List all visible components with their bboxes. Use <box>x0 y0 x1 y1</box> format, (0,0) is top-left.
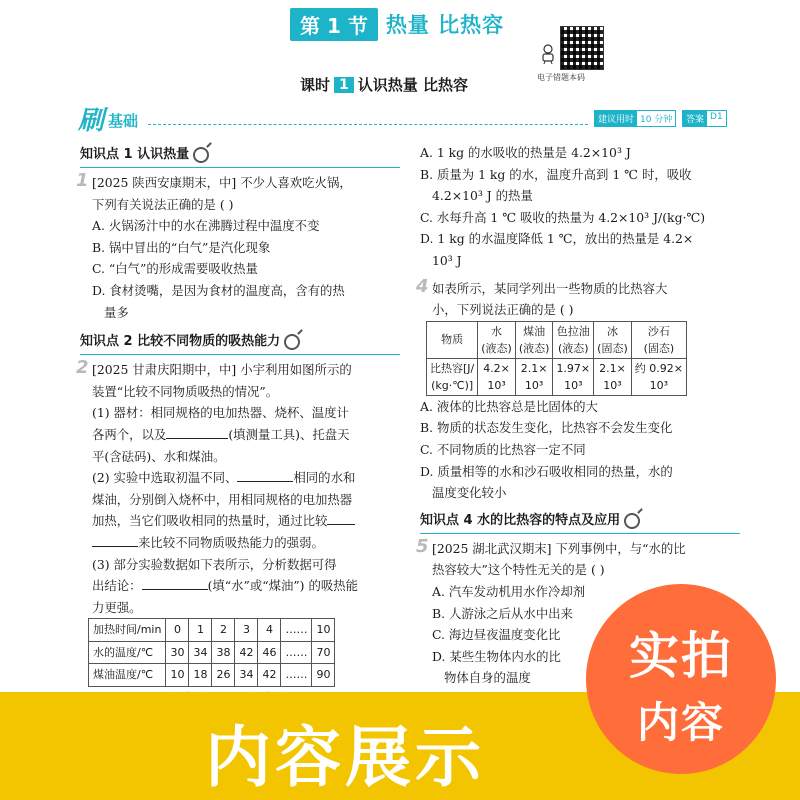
row-header: 煤油温度/℃ <box>89 664 166 687</box>
table-cell: 10 <box>166 664 189 687</box>
answer-blank[interactable] <box>142 575 208 590</box>
question-text: [2025 湖北武汉期末] 下列事例中，与“水的比 <box>432 540 686 556</box>
practice-level: 基础 <box>108 112 139 130</box>
table-header: 煤油 (液态) <box>515 321 553 358</box>
q3-option-d: D. 1 kg 的水温度降低 1 ℃，放出的热量是 4.2× <box>420 231 694 247</box>
knowledge-point-1 <box>80 144 400 168</box>
experiment-data-table <box>88 618 335 687</box>
section-badge: 第 1 节 <box>290 8 378 41</box>
section-title: 热量 比热容 <box>385 13 505 37</box>
target-icon <box>624 513 640 529</box>
part-1-text: 平(含砝码)、水和煤油。 <box>92 448 226 464</box>
table-header: 沙石 (固态) <box>631 321 686 358</box>
part-3-text: 力更强。 <box>92 599 142 615</box>
answer-tag <box>682 110 727 127</box>
table-cell: …… <box>281 619 312 642</box>
lesson-title <box>300 74 468 95</box>
part-2-text <box>92 510 400 532</box>
q4-option-b: B. 物质的状态发生变化，比热容不会发生变化 <box>420 420 673 436</box>
text-fragment: 来比较不同物质吸热能力的强弱。 <box>138 534 324 550</box>
q3-option-c: C. 水每升高 1 ℃ 吸收的热量为 4.2×10³ J/(kg·℃) <box>420 209 706 225</box>
q5-option-b: B. 人游泳之后从水中出来 <box>432 605 573 621</box>
lesson-number: 1 <box>334 77 354 93</box>
table-row <box>89 619 335 642</box>
table-header: 水 (液态) <box>478 321 516 358</box>
part-1-text: (1) 器材：相同规格的电加热器、烧杯、温度计 <box>92 405 349 421</box>
table-cell: 70 <box>312 641 335 664</box>
table-header: 冰 (固态) <box>594 321 632 358</box>
q5-option-a: A. 汽车发动机用水作冷却剂 <box>432 583 586 599</box>
answer-blank[interactable] <box>237 467 293 482</box>
lesson-name: 认识热量 比热容 <box>357 76 468 94</box>
table-cell: 46 <box>258 641 281 664</box>
table-cell: 约 0.92× 10³ <box>631 358 686 395</box>
table-header: 物质 <box>427 321 478 358</box>
table-header: 色拉油 (液态) <box>553 321 594 358</box>
part-3-text <box>92 575 400 597</box>
question-text: 热容较大”这个特性无关的是 ( ) <box>432 562 605 578</box>
question-text: [2025 甘肃庆阳期中，中] 小宇利用如图所示的 <box>92 362 352 378</box>
suggested-time-tag <box>594 110 676 127</box>
table-cell: 30 <box>166 641 189 664</box>
q3-option-d-cont: 10³ J <box>432 252 462 268</box>
part-1-text <box>92 424 400 446</box>
stamp-text-line1: 实拍 <box>629 627 733 685</box>
answer-blank[interactable] <box>166 424 228 439</box>
table-cell: 1 <box>189 619 212 642</box>
text-fragment: 出结论： <box>92 578 142 594</box>
divider <box>148 124 588 125</box>
row-header: 加热时间/min <box>89 619 166 642</box>
question-text: 小，下列说法正确的是 ( ) <box>432 302 574 318</box>
stamp-text-line2: 内容 <box>636 698 725 747</box>
promo-banner-text: 内容展示 <box>205 719 485 796</box>
target-icon <box>193 147 209 163</box>
row-header: 比热容[J/ (kg·℃)] <box>427 358 478 395</box>
text-fragment: (填“水”或“煤油”) 的吸热能 <box>207 578 359 594</box>
answer-value: D1 <box>710 112 723 122</box>
part-2-text: 煤油，分别倒入烧杯中，用相同规格的电加热器 <box>92 491 353 507</box>
text-fragment: 相同的水和 <box>293 470 356 486</box>
option-b: B. 锅中冒出的“白气”是汽化现象 <box>92 239 271 255</box>
kp1-title: 知识点 1 认识热量 <box>80 147 190 162</box>
q3-option-a: A. 1 kg 的水吸收的热量是 4.2×10³ J <box>420 145 631 160</box>
question-text: 下列有关说法正确的是 ( ) <box>92 196 234 212</box>
table-cell: 90 <box>312 664 335 687</box>
answer-blank[interactable] <box>327 510 355 525</box>
question-text: 装置“比较不同物质吸热的情况”。 <box>92 383 279 399</box>
answer-label: 答案 <box>683 111 707 126</box>
table-cell: 10 <box>312 619 335 642</box>
practice-bar <box>78 98 728 134</box>
q5-option-d: D. 某些生物体内水的比 <box>432 648 561 664</box>
text-fragment: 各两个，以及 <box>92 426 167 442</box>
qr-code[interactable] <box>560 26 604 70</box>
question-2 <box>76 357 400 618</box>
option-a: A. 火锅汤汁中的水在沸腾过程中温度不变 <box>92 218 320 234</box>
table-cell: 4 <box>258 619 281 642</box>
table-cell: 2.1× 10³ <box>594 358 632 395</box>
knowledge-point-2 <box>80 331 400 355</box>
option-d: D. 食材烫嘴，是因为食材的温度高，含有的热 <box>92 282 345 298</box>
table-cell: 34 <box>235 664 258 687</box>
answer-blank[interactable] <box>92 532 138 547</box>
table-cell: 18 <box>189 664 212 687</box>
table-cell: …… <box>281 641 312 664</box>
kp2-title: 知识点 2 比较不同物质的吸热能力 <box>80 334 281 350</box>
time-value: 10 分钟 <box>640 115 673 125</box>
table-cell: 34 <box>189 641 212 664</box>
table-cell: 42 <box>258 664 281 687</box>
table-cell: 2.1× 10³ <box>515 358 553 395</box>
q4-option-d-cont: 温度变化较小 <box>432 485 507 501</box>
text-fragment: (填测量工具)、托盘天 <box>228 426 350 442</box>
question-number: 5 <box>416 535 429 557</box>
section-banner <box>290 8 504 40</box>
table-cell: 2 <box>212 619 235 642</box>
option-d-cont: 量多 <box>104 304 129 320</box>
table-row <box>89 664 335 687</box>
q4-option-c: C. 不同物质的比热容一定不同 <box>420 441 586 457</box>
q3-option-b-cont: 4.2×10³ J 的热量 <box>432 188 533 204</box>
kp4-title: 知识点 4 水的比热容的特点及应用 <box>420 512 621 528</box>
question-text: [2025 陕西安康期末，中] 不少人喜欢吃火锅， <box>92 175 352 190</box>
option-c: C. “白气”的形成需要吸收热量 <box>92 261 258 277</box>
part-3-text: (3) 部分实验数据如下表所示，分析数据可得 <box>92 556 337 572</box>
q3-option-b: B. 质量为 1 kg 的水，温度升高到 1 ℃ 时，吸收 <box>420 166 692 182</box>
text-fragment: 加热，当它们吸收相同的热量时，通过比较 <box>92 513 328 529</box>
table-cell: 26 <box>212 664 235 687</box>
q4-option-d: D. 质量相等的水和沙石吸收相同的热量，水的 <box>420 463 673 479</box>
table-cell: 1.97× 10³ <box>553 358 594 395</box>
lesson-prefix: 课时 <box>300 76 331 94</box>
question-1 <box>76 170 400 323</box>
question-number: 4 <box>416 275 429 297</box>
time-label: 建议用时 <box>595 111 637 126</box>
question-number: 2 <box>76 357 89 379</box>
q4-option-a: A. 液体的比热容总是比固体的大 <box>420 398 598 414</box>
table-row <box>427 358 687 395</box>
robot-icon <box>540 44 556 64</box>
q5-option-d-cont: 物体自身的温度 <box>444 670 531 686</box>
question-text: 如表所示，某同学列出一些物质的比热容大 <box>432 280 668 296</box>
table-cell: 0 <box>166 619 189 642</box>
target-icon <box>284 334 300 350</box>
table-cell: 42 <box>235 641 258 664</box>
table-cell: 38 <box>212 641 235 664</box>
specific-heat-table <box>426 321 687 396</box>
text-fragment: (2) 实验中选取初温不同、 <box>92 470 238 486</box>
qr-label: 电子错题本码 <box>537 73 585 82</box>
question-number: 1 <box>76 170 89 191</box>
part-2-text <box>92 467 400 489</box>
q5-option-c: C. 海边昼夜温度变化比 <box>432 627 561 643</box>
left-column <box>76 142 400 710</box>
table-row <box>89 641 335 664</box>
brush-logo: 刷 <box>78 106 105 136</box>
question-4 <box>416 275 740 321</box>
knowledge-point-4 <box>420 510 740 534</box>
table-row <box>427 321 687 358</box>
row-header: 水的温度/℃ <box>89 641 166 664</box>
table-cell: 3 <box>235 619 258 642</box>
table-cell: 4.2× 10³ <box>478 358 516 395</box>
part-2-text <box>92 532 400 554</box>
table-cell: …… <box>281 664 312 687</box>
